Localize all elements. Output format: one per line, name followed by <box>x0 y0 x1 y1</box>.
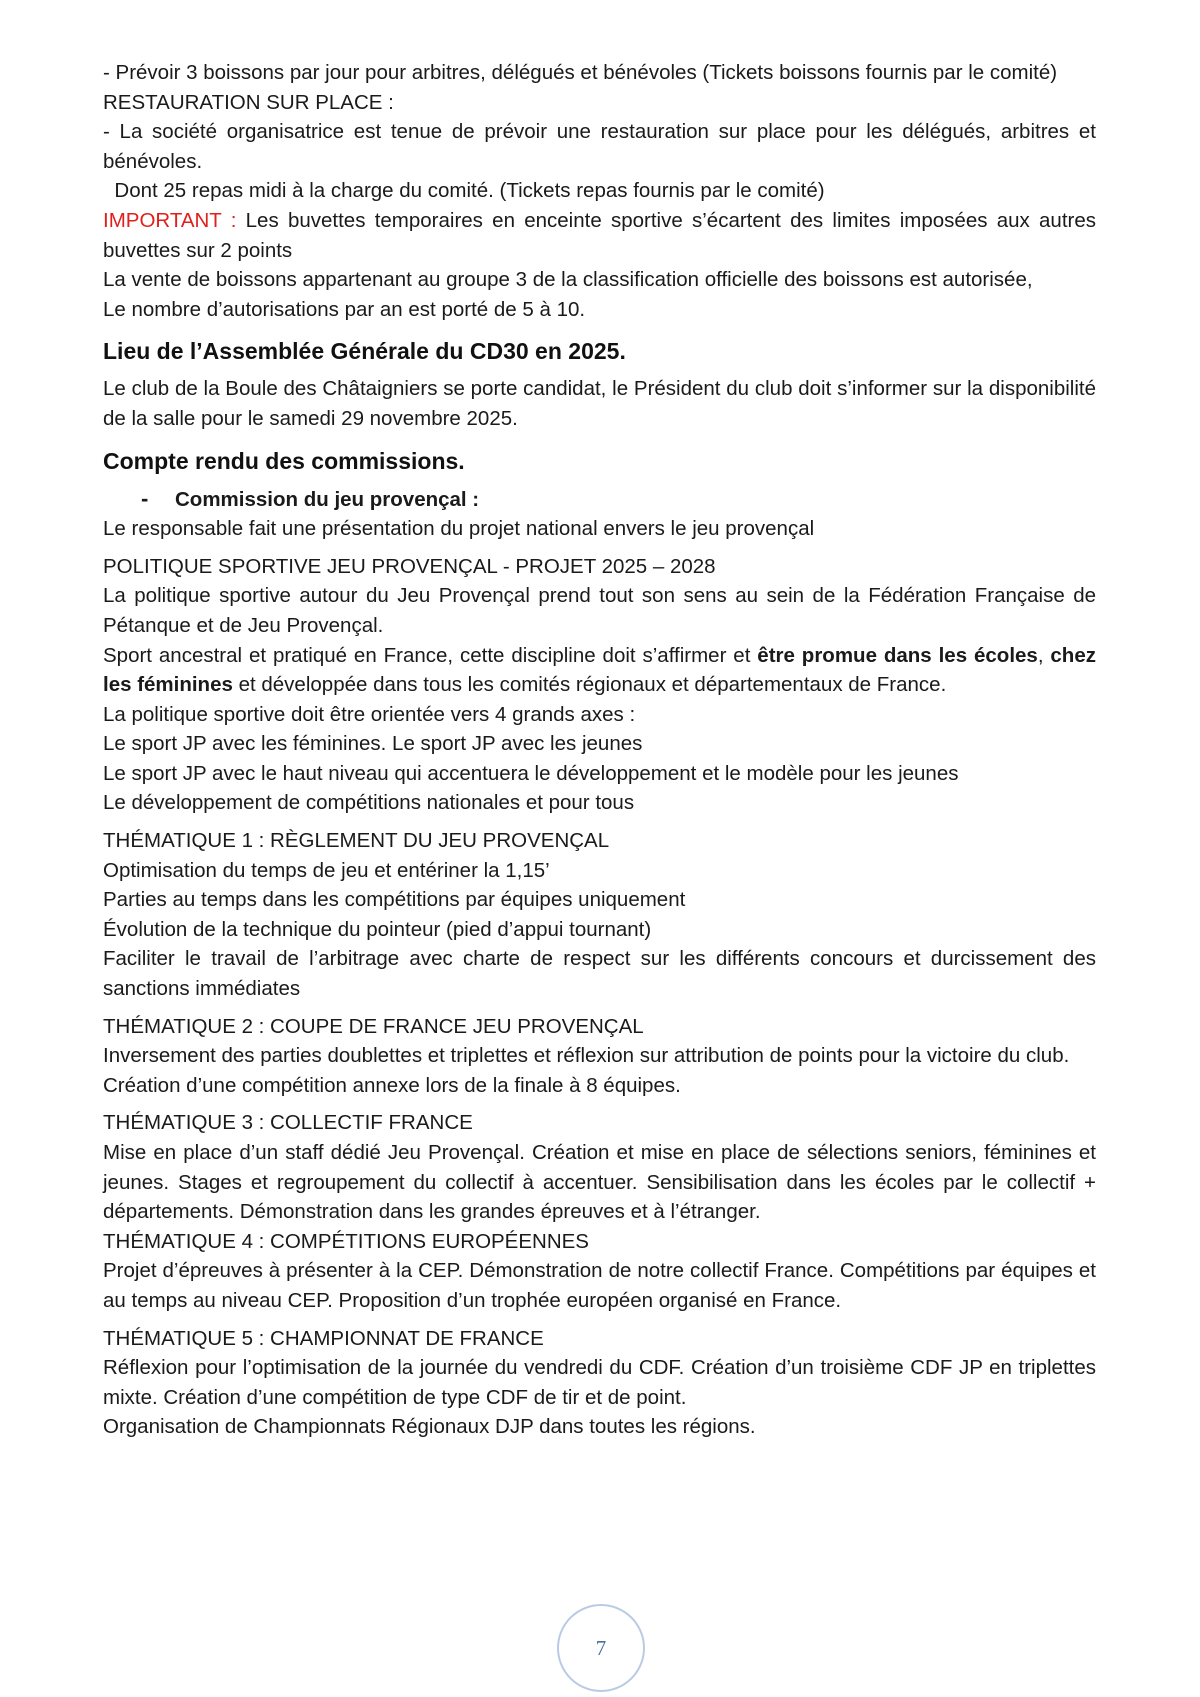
thematique-4-text: Projet d’épreuves à présenter à la CEP. Démonstration de notre collectif France. Compétitions par équipes et au temps au niveau CEP. Proposition d’un trophée européen organisé en France. <box>103 1259 1096 1312</box>
thematique-2-title: THÉMATIQUE 2 : COUPE DE FRANCE JEU PROVENÇAL <box>103 1014 644 1038</box>
restauration-label: RESTAURATION SUR PLACE : <box>103 90 394 114</box>
politique-p2-bold-a: être promue dans les écoles <box>757 643 1038 667</box>
commissions-heading: Compte rendu des commissions. <box>103 447 465 474</box>
sale-paragraph: La vente de boissons appartenant au groupe 3 de la classification officielle des boissons est autorisée, <box>103 268 1033 292</box>
assemblee-heading: Lieu de l’Assemblée Générale du CD30 en 2025. <box>103 338 626 365</box>
thematique-1-line: Parties au temps dans les compétitions par équipes uniquement <box>103 888 686 912</box>
politique-p2-text-a: Sport ancestral et pratiqué en France, cette discipline doit s’affirmer et <box>103 643 758 667</box>
politique-p5: Le sport JP avec le haut niveau qui accentuera le développement et le modèle pour les jeunes <box>103 761 959 785</box>
important-text: Les buvettes temporaires en enceinte sportive s’écartent des limites imposées aux autres buvettes sur 2 points <box>103 208 1096 262</box>
thematique-2-line: Création d’une compétition annexe lors de la finale à 8 équipes. <box>103 1073 681 1097</box>
commission-bullet <box>103 484 1096 515</box>
politique-p2 <box>103 641 1096 700</box>
politique-p1: La politique sportive autour du Jeu Provençal prend tout son sens au sein de la Fédération Française de Pétanque et de Jeu Provençal. <box>103 584 1096 637</box>
thematique-5-text: Réflexion pour l’optimisation de la journée du vendredi du CDF. Création d’un troisième CDF JP en triplettes mixte. Création d’une compétition de type CDF de tir et de point. <box>103 1356 1096 1409</box>
thematique-5-line: Organisation de Championnats Régionaux DJP dans toutes les régions. <box>103 1415 756 1439</box>
commission-intro: Le responsable fait une présentation du projet national envers le jeu provençal <box>103 517 815 541</box>
commission-label: Commission du jeu provençal : <box>175 487 480 511</box>
thematique-1-line: Faciliter le travail de l’arbitrage avec charte de respect sur les différents concours et durcissement des sanctions immédiates <box>103 947 1096 1001</box>
drinks-line: - Prévoir 3 boissons par jour pour arbitres, délégués et bénévoles (Tickets boissons fournis par le comité) <box>103 61 1058 84</box>
restauration-text: - La société organisatrice est tenue de prévoir une restauration sur place pour les délégués, arbitres et bénévoles. <box>103 120 1096 173</box>
bullet-dash: - <box>141 485 149 511</box>
politique-title: POLITIQUE SPORTIVE JEU PROVENÇAL - PROJET 2025 – 2028 <box>103 554 716 578</box>
thematique-4-title: THÉMATIQUE 4 : COMPÉTITIONS EUROPÉENNES <box>103 1229 589 1253</box>
assemblee-text: Le club de la Boule des Châtaigniers se porte candidat, le Président du club doit s’informer sur la disponibilité de la salle pour le samedi 29 novembre 2025. <box>103 377 1096 430</box>
important-paragraph <box>103 206 1096 265</box>
authorizations-line: Le nombre d’autorisations par an est porté de 5 à 10. <box>103 297 586 321</box>
important-label: IMPORTANT : <box>103 208 237 232</box>
thematique-1-title: THÉMATIQUE 1 : RÈGLEMENT DU JEU PROVENÇAL <box>103 829 610 853</box>
meals-line: Dont 25 repas midi à la charge du comité. (Tickets repas fournis par le comité) <box>103 179 825 203</box>
thematique-3-title: THÉMATIQUE 3 : COLLECTIF FRANCE <box>103 1111 473 1135</box>
thematique-1-line: Évolution de la technique du pointeur (pied d’appui tournant) <box>103 917 652 941</box>
politique-p2-text-b: , <box>1037 643 1051 667</box>
page-number: 7 <box>557 1604 645 1692</box>
politique-p6: Le développement de compétitions nationales et pour tous <box>103 791 635 815</box>
politique-p2-bold-b: chez les féminines <box>103 643 1096 697</box>
politique-p4: Le sport JP avec les féminines. Le sport JP avec les jeunes <box>103 732 643 756</box>
thematique-2-line: Inversement des parties doublettes et triplettes et réflexion sur attribution de points pour la victoire du club. <box>103 1044 1070 1068</box>
politique-p3: La politique sportive doit être orientée vers 4 grands axes : <box>103 702 636 726</box>
thematique-3-text: Mise en place d’un staff dédié Jeu Provençal. Création et mise en place de sélections seniors, féminines et jeunes. Stages et regroupement du collectif à accentuer. Sensibilisation dans les écoles par le collectif + départements. Démonstration dans les grandes épreuves et à l’étranger. <box>103 1141 1096 1224</box>
thematique-1-line: Optimisation du temps de jeu et entériner la 1,15’ <box>103 858 550 882</box>
thematique-5-title: THÉMATIQUE 5 : CHAMPIONNAT DE FRANCE <box>103 1326 544 1350</box>
politique-p2-text-c: et développée dans tous les comités régionaux et départementaux de France. <box>232 673 947 697</box>
page-content <box>103 58 1096 1442</box>
